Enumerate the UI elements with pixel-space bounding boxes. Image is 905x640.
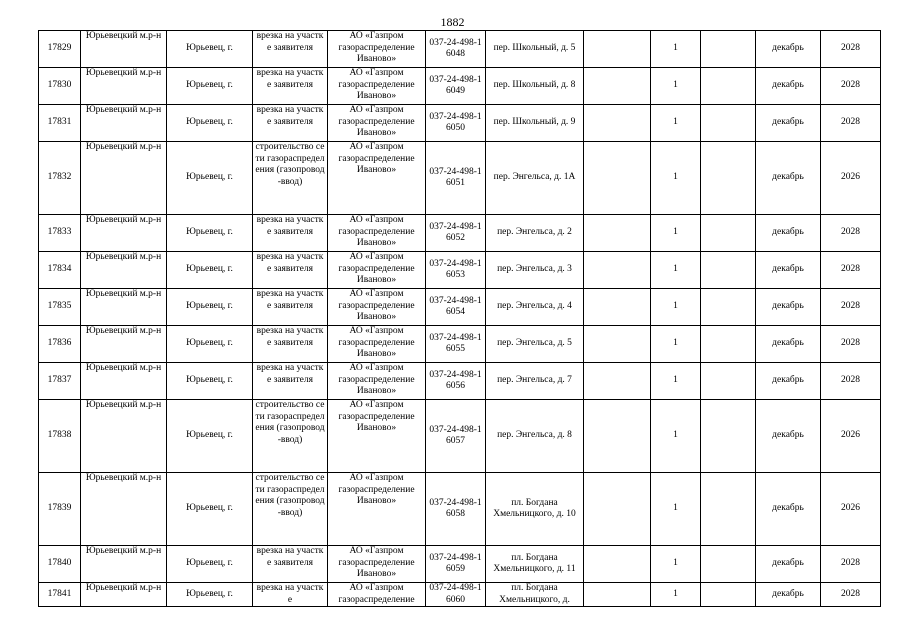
district-cell: Юрьевецкий м.р-н xyxy=(81,142,167,215)
district-cell: Юрьевецкий м.р-н xyxy=(81,473,167,546)
settlement-cell: Юрьевец, г. xyxy=(167,326,253,363)
work-type-cell: врезка на участке заявителя xyxy=(253,105,328,142)
extra-cell xyxy=(584,31,651,68)
table-row xyxy=(39,252,881,289)
month-cell: декабрь xyxy=(756,546,821,583)
district-cell: Юрьевецкий м.р-н xyxy=(81,326,167,363)
month-cell: декабрь xyxy=(756,326,821,363)
quantity-cell: 1 xyxy=(651,473,701,546)
settlement-cell: Юрьевец, г. xyxy=(167,400,253,473)
row-number-cell: 17836 xyxy=(39,326,81,363)
organization-cell: АО «Газпром газораспределение xyxy=(328,583,426,607)
row-number-cell: 17839 xyxy=(39,473,81,546)
extra-cell xyxy=(584,252,651,289)
organization-cell: АО «Газпром газораспределение Иваново» xyxy=(328,252,426,289)
table-row xyxy=(39,105,881,142)
month-cell: декабрь xyxy=(756,31,821,68)
code-cell: 037-24-498-16060 xyxy=(426,583,486,607)
row-number-cell: 17838 xyxy=(39,400,81,473)
organization-cell: АО «Газпром газораспределение Иваново» xyxy=(328,105,426,142)
extra-cell xyxy=(584,363,651,400)
work-type-cell: врезка на участке заявителя xyxy=(253,215,328,252)
extra-cell xyxy=(584,215,651,252)
row-number-cell: 17837 xyxy=(39,363,81,400)
code-cell: 037-24-498-16057 xyxy=(426,400,486,473)
gas-works-table xyxy=(38,30,881,607)
row-number-cell: 17835 xyxy=(39,289,81,326)
table-row xyxy=(39,363,881,400)
year-cell: 2028 xyxy=(821,583,881,607)
row-number-cell: 17833 xyxy=(39,215,81,252)
work-type-cell: врезка на участке заявителя xyxy=(253,68,328,105)
year-cell: 2026 xyxy=(821,142,881,215)
quantity-cell: 1 xyxy=(651,583,701,607)
year-cell: 2028 xyxy=(821,289,881,326)
address-cell: пер. Энгельса, д. 7 xyxy=(486,363,584,400)
work-type-cell: врезка на участке заявителя xyxy=(253,546,328,583)
blank-cell xyxy=(701,142,756,215)
blank-cell xyxy=(701,326,756,363)
address-cell: пл. Богдана Хмельницкого, д. 11 xyxy=(486,546,584,583)
month-cell: декабрь xyxy=(756,105,821,142)
extra-cell xyxy=(584,105,651,142)
settlement-cell: Юрьевец, г. xyxy=(167,252,253,289)
blank-cell xyxy=(701,252,756,289)
organization-cell: АО «Газпром газораспределение Иваново» xyxy=(328,142,426,215)
work-type-cell: врезка на участке заявителя xyxy=(253,31,328,68)
district-cell: Юрьевецкий м.р-н xyxy=(81,252,167,289)
work-type-cell: строительство сети газораспределения (газопровод-ввод) xyxy=(253,142,328,215)
month-cell: декабрь xyxy=(756,473,821,546)
blank-cell xyxy=(701,473,756,546)
blank-cell xyxy=(701,31,756,68)
month-cell: декабрь xyxy=(756,68,821,105)
code-cell: 037-24-498-16055 xyxy=(426,326,486,363)
blank-cell xyxy=(701,105,756,142)
quantity-cell: 1 xyxy=(651,326,701,363)
year-cell: 2026 xyxy=(821,400,881,473)
month-cell: декабрь xyxy=(756,215,821,252)
work-type-cell: строительство сети газораспределения (газопровод-ввод) xyxy=(253,473,328,546)
row-number-cell: 17841 xyxy=(39,583,81,607)
code-cell: 037-24-498-16051 xyxy=(426,142,486,215)
district-cell: Юрьевецкий м.р-н xyxy=(81,289,167,326)
quantity-cell: 1 xyxy=(651,289,701,326)
settlement-cell: Юрьевец, г. xyxy=(167,68,253,105)
extra-cell xyxy=(584,68,651,105)
work-type-cell: врезка на участке заявителя xyxy=(253,363,328,400)
address-cell: пер. Энгельса, д. 4 xyxy=(486,289,584,326)
district-cell: Юрьевецкий м.р-н xyxy=(81,105,167,142)
table-row xyxy=(39,546,881,583)
row-number-cell: 17834 xyxy=(39,252,81,289)
quantity-cell: 1 xyxy=(651,68,701,105)
address-cell: пер. Энгельса, д. 8 xyxy=(486,400,584,473)
row-number-cell: 17840 xyxy=(39,546,81,583)
row-number-cell: 17830 xyxy=(39,68,81,105)
extra-cell xyxy=(584,400,651,473)
extra-cell xyxy=(584,546,651,583)
address-cell: пер. Энгельса, д. 1А xyxy=(486,142,584,215)
year-cell: 2028 xyxy=(821,31,881,68)
organization-cell: АО «Газпром газораспределение Иваново» xyxy=(328,473,426,546)
code-cell: 037-24-498-16049 xyxy=(426,68,486,105)
settlement-cell: Юрьевец, г. xyxy=(167,105,253,142)
year-cell: 2028 xyxy=(821,105,881,142)
table-row xyxy=(39,68,881,105)
year-cell: 2028 xyxy=(821,363,881,400)
settlement-cell: Юрьевец, г. xyxy=(167,363,253,400)
address-cell: пер. Энгельса, д. 2 xyxy=(486,215,584,252)
organization-cell: АО «Газпром газораспределение Иваново» xyxy=(328,289,426,326)
table-row xyxy=(39,289,881,326)
quantity-cell: 1 xyxy=(651,400,701,473)
work-type-cell: строительство сети газораспределения (газопровод-ввод) xyxy=(253,400,328,473)
table-row xyxy=(39,400,881,473)
work-type-cell: врезка на участке заявителя xyxy=(253,252,328,289)
address-cell: пл. Богдана Хмельницкого, д. xyxy=(486,583,584,607)
code-cell: 037-24-498-16058 xyxy=(426,473,486,546)
district-cell: Юрьевецкий м.р-н xyxy=(81,546,167,583)
organization-cell: АО «Газпром газораспределение Иваново» xyxy=(328,363,426,400)
year-cell: 2028 xyxy=(821,546,881,583)
row-number-cell: 17832 xyxy=(39,142,81,215)
address-cell: пер. Энгельса, д. 5 xyxy=(486,326,584,363)
month-cell: декабрь xyxy=(756,583,821,607)
page-number: 1882 xyxy=(440,15,465,29)
code-cell: 037-24-498-16054 xyxy=(426,289,486,326)
district-cell: Юрьевецкий м.р-н xyxy=(81,215,167,252)
address-cell: пл. Богдана Хмельницкого, д. 10 xyxy=(486,473,584,546)
blank-cell xyxy=(701,400,756,473)
organization-cell: АО «Газпром газораспределение Иваново» xyxy=(328,215,426,252)
blank-cell xyxy=(701,546,756,583)
district-cell: Юрьевецкий м.р-н xyxy=(81,363,167,400)
month-cell: декабрь xyxy=(756,252,821,289)
district-cell: Юрьевецкий м.р-н xyxy=(81,400,167,473)
settlement-cell: Юрьевец, г. xyxy=(167,546,253,583)
blank-cell xyxy=(701,68,756,105)
blank-cell xyxy=(701,583,756,607)
work-type-cell: врезка на участке xyxy=(253,583,328,607)
code-cell: 037-24-498-16048 xyxy=(426,31,486,68)
organization-cell: АО «Газпром газораспределение Иваново» xyxy=(328,546,426,583)
quantity-cell: 1 xyxy=(651,363,701,400)
work-type-cell: врезка на участке заявителя xyxy=(253,326,328,363)
row-number-cell: 17831 xyxy=(39,105,81,142)
year-cell: 2026 xyxy=(821,473,881,546)
code-cell: 037-24-498-16050 xyxy=(426,105,486,142)
blank-cell xyxy=(701,289,756,326)
settlement-cell: Юрьевец, г. xyxy=(167,31,253,68)
row-number-cell: 17829 xyxy=(39,31,81,68)
year-cell: 2028 xyxy=(821,215,881,252)
organization-cell: АО «Газпром газораспределение Иваново» xyxy=(328,31,426,68)
settlement-cell: Юрьевец, г. xyxy=(167,142,253,215)
quantity-cell: 1 xyxy=(651,546,701,583)
code-cell: 037-24-498-16056 xyxy=(426,363,486,400)
organization-cell: АО «Газпром газораспределение Иваново» xyxy=(328,68,426,105)
settlement-cell: Юрьевец, г. xyxy=(167,583,253,607)
organization-cell: АО «Газпром газораспределение Иваново» xyxy=(328,400,426,473)
table-row xyxy=(39,142,881,215)
extra-cell xyxy=(584,289,651,326)
address-cell: пер. Школьный, д. 9 xyxy=(486,105,584,142)
address-cell: пер. Энгельса, д. 3 xyxy=(486,252,584,289)
code-cell: 037-24-498-16059 xyxy=(426,546,486,583)
table-row xyxy=(39,473,881,546)
year-cell: 2028 xyxy=(821,326,881,363)
year-cell: 2028 xyxy=(821,252,881,289)
district-cell: Юрьевецкий м.р-н xyxy=(81,583,167,607)
quantity-cell: 1 xyxy=(651,252,701,289)
district-cell: Юрьевецкий м.р-н xyxy=(81,68,167,105)
settlement-cell: Юрьевец, г. xyxy=(167,473,253,546)
blank-cell xyxy=(701,363,756,400)
table-row xyxy=(39,31,881,68)
organization-cell: АО «Газпром газораспределение Иваново» xyxy=(328,326,426,363)
month-cell: декабрь xyxy=(756,289,821,326)
year-cell: 2028 xyxy=(821,68,881,105)
quantity-cell: 1 xyxy=(651,142,701,215)
settlement-cell: Юрьевец, г. xyxy=(167,215,253,252)
address-cell: пер. Школьный, д. 5 xyxy=(486,31,584,68)
quantity-cell: 1 xyxy=(651,105,701,142)
quantity-cell: 1 xyxy=(651,215,701,252)
extra-cell xyxy=(584,583,651,607)
address-cell: пер. Школьный, д. 8 xyxy=(486,68,584,105)
month-cell: декабрь xyxy=(756,400,821,473)
extra-cell xyxy=(584,142,651,215)
extra-cell xyxy=(584,326,651,363)
table-row xyxy=(39,215,881,252)
blank-cell xyxy=(701,215,756,252)
district-cell: Юрьевецкий м.р-н xyxy=(81,31,167,68)
month-cell: декабрь xyxy=(756,363,821,400)
table-row xyxy=(39,583,881,607)
month-cell: декабрь xyxy=(756,142,821,215)
code-cell: 037-24-498-16053 xyxy=(426,252,486,289)
settlement-cell: Юрьевец, г. xyxy=(167,289,253,326)
code-cell: 037-24-498-16052 xyxy=(426,215,486,252)
extra-cell xyxy=(584,473,651,546)
table-row xyxy=(39,326,881,363)
work-type-cell: врезка на участке заявителя xyxy=(253,289,328,326)
quantity-cell: 1 xyxy=(651,31,701,68)
